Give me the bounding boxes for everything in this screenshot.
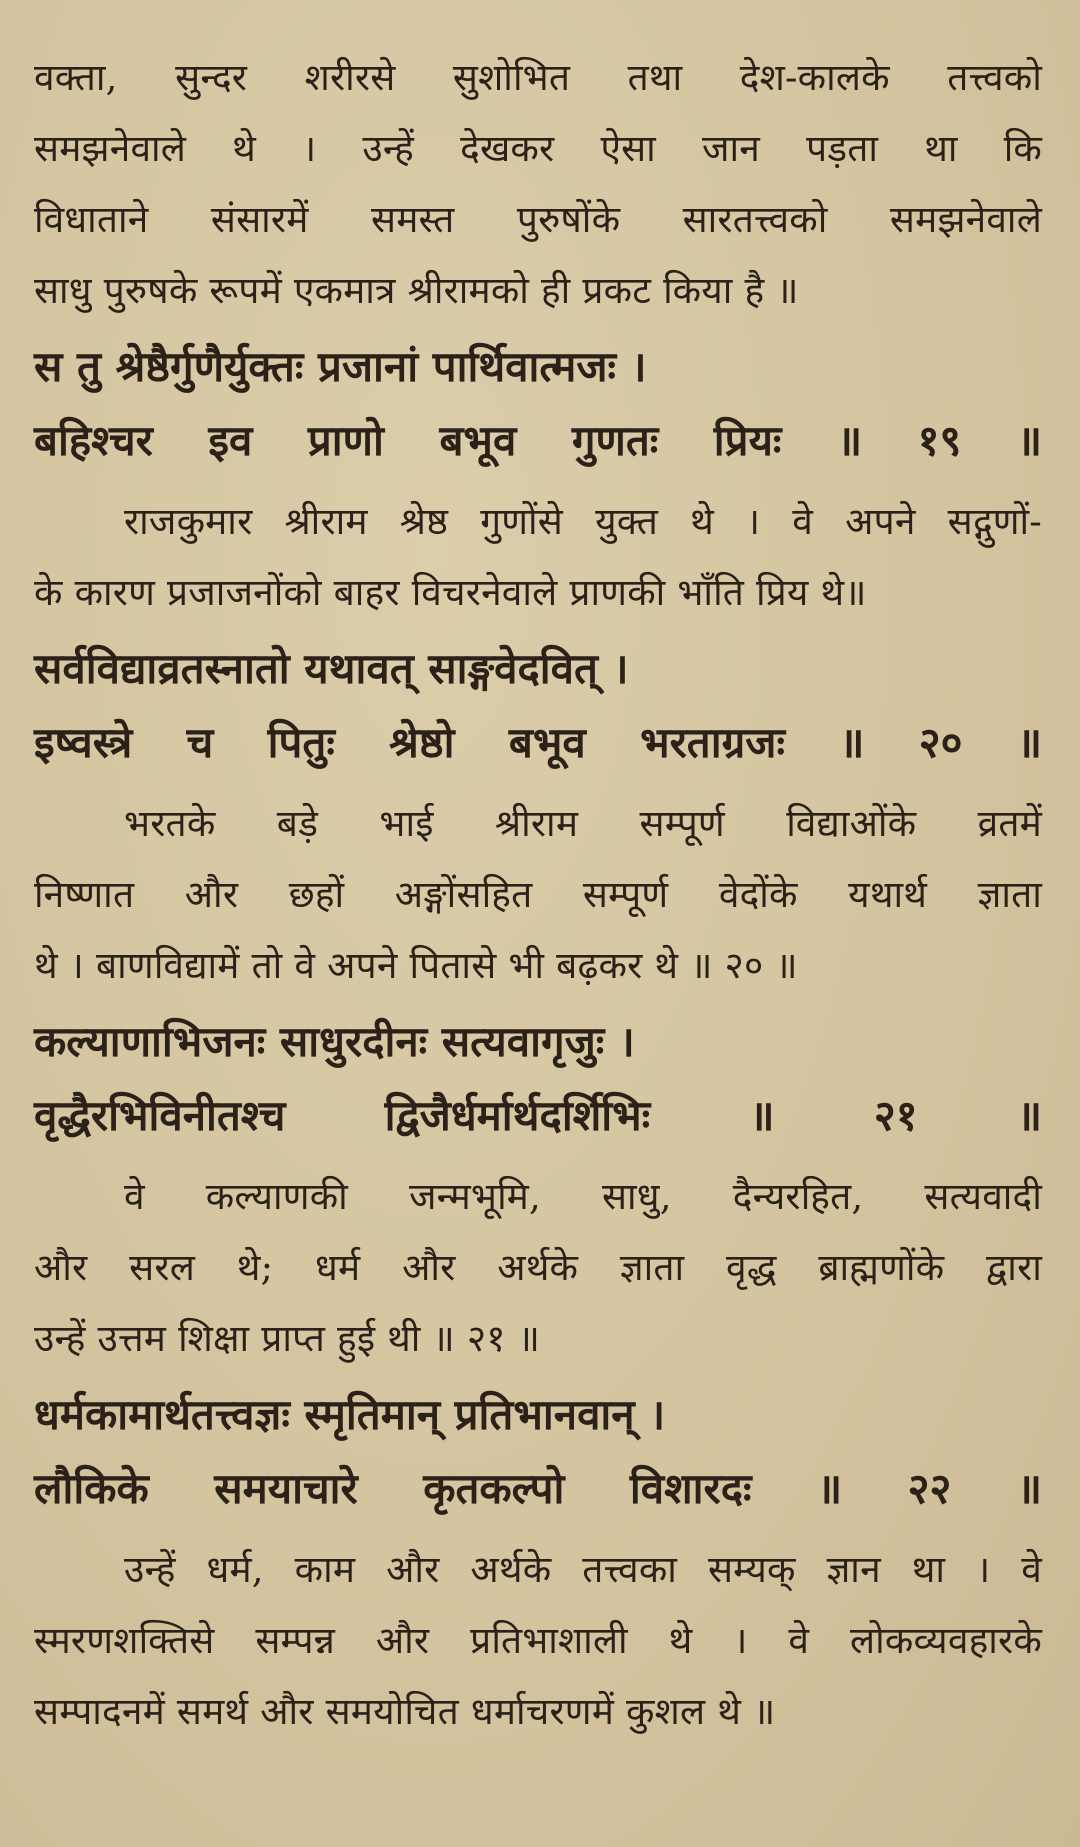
- text-line: निष्णात और छहों अङ्गोंसहित सम्पूर्ण वेदोंके यथार्थ ज्ञाता: [34, 873, 1042, 916]
- text-line: स्मरणशक्तिसे सम्पन्न और प्रतिभाशाली थे । वे लोकव्यवहारके: [34, 1619, 1042, 1662]
- commentary-paragraph-22: [34, 1534, 1042, 1747]
- verse-line: सर्वविद्याव्रतस्नातो यथावत् साङ्गवेदवित् ।: [34, 644, 629, 693]
- text-line: राजकुमार श्रीराम श्रेष्ठ गुणोंसे युक्त थे । वे अपने सद्गुणों-: [124, 500, 1042, 543]
- verse-line: लौकिके समयाचारे कृतकल्पो विशारदः ॥ २२ ॥: [34, 1464, 1042, 1513]
- text-line: समझनेवाले थे । उन्हें देखकर ऐसा जान पड़ता था कि: [34, 127, 1042, 170]
- commentary-paragraph-18: [34, 42, 1042, 326]
- text-line: वक्ता, सुन्दर शरीरसे सुशोभित तथा देश-कालके तत्त्वको: [34, 56, 1042, 99]
- text-line: सम्पादनमें समर्थ और समयोचित धर्माचरणमें कुशल थे ॥: [34, 1690, 776, 1733]
- text-line: उन्हें धर्म, काम और अर्थके तत्त्वका सम्यक् ज्ञान था । वे: [124, 1548, 1042, 1591]
- commentary-paragraph-21: [34, 1161, 1042, 1374]
- text-line: उन्हें उत्तम शिक्षा प्राप्त हुई थी ॥ २१ ॥: [34, 1317, 541, 1360]
- text-line: भरतके बड़े भाई श्रीराम सम्पूर्ण विद्याओंके व्रतमें: [124, 802, 1042, 845]
- text-line: वे कल्याणकी जन्मभूमि, साधु, दैन्यरहित, सत्यवादी: [124, 1175, 1042, 1218]
- verse-22: [34, 1378, 1042, 1526]
- commentary-paragraph-20: [34, 788, 1042, 1001]
- text-line: के कारण प्रजाजनोंको बाहर विचरनेवाले प्राणकी भाँति प्रिय थे॥: [34, 571, 867, 614]
- text-line: और सरल थे; धर्म और अर्थके ज्ञाता वृद्ध ब्राह्मणोंके द्वारा: [34, 1246, 1042, 1289]
- verse-19: [34, 330, 1042, 478]
- text-line: विधाताने संसारमें समस्त पुरुषोंके सारतत्त्वको समझनेवाले: [34, 198, 1042, 241]
- verse-line: बहिश्चर इव प्राणो बभूव गुणतः प्रियः ॥ १९ ॥: [34, 416, 1042, 465]
- text-line: साधु पुरुषके रूपमें एकमात्र श्रीरामको ही प्रकट किया है ॥: [34, 269, 799, 312]
- verse-20: [34, 632, 1042, 780]
- verse-line: धर्मकामार्थतत्त्वज्ञः स्मृतिमान् प्रतिभानवान् ।: [34, 1390, 666, 1439]
- verse-line: कल्याणाभिजनः साधुरदीनः सत्यवागृजुः ।: [34, 1017, 635, 1066]
- verse-line: वृद्धैरभिविनीतश्च द्विजैर्धर्मार्थदर्शिभिः ॥ २१ ॥: [34, 1091, 1042, 1140]
- text-line: थे । बाणविद्यामें तो वे अपने पितासे भी बढ़कर थे ॥ २० ॥: [34, 944, 798, 987]
- commentary-paragraph-19: [34, 486, 1042, 628]
- verse-line: इष्वस्त्रे च पितुः श्रेष्ठो बभूव भरताग्रजः ॥ २० ॥: [34, 718, 1042, 767]
- verse-line: स तु श्रेष्ठैर्गुणैर्युक्तः प्रजानां पार्थिवात्मजः ।: [34, 342, 647, 391]
- verse-21: [34, 1005, 1042, 1153]
